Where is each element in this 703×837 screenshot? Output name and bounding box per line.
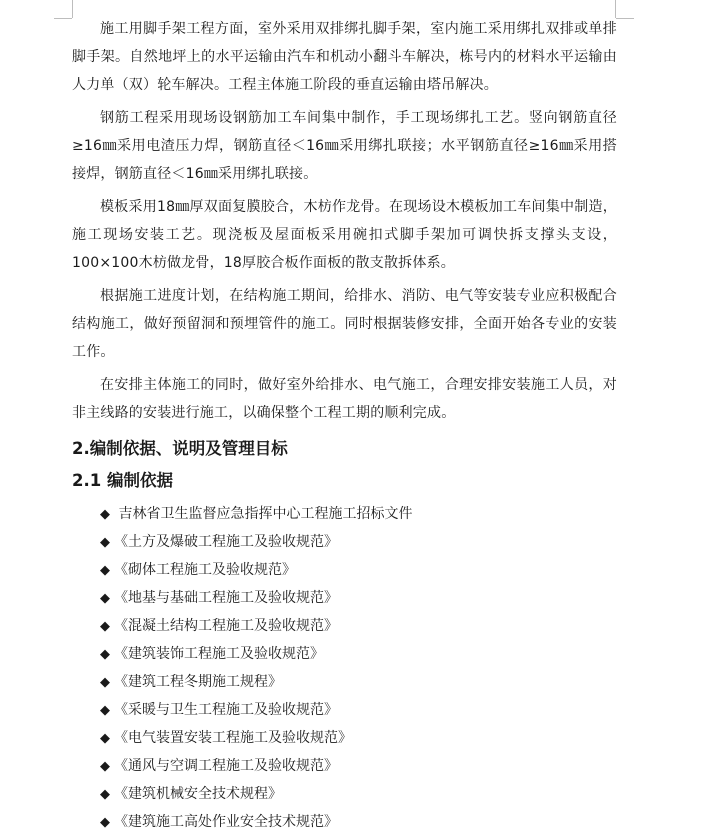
- subsection-heading: 2.1 编制依据: [72, 471, 173, 490]
- list-item: [100, 584, 617, 612]
- list-item-text: 《建筑机械安全技术规程》: [114, 786, 282, 802]
- crop-mark-top-right-horizontal: [616, 18, 634, 19]
- list-item-text: 《建筑装饰工程施工及验收规范》: [114, 646, 324, 662]
- list-item-text: 《混凝土结构工程施工及验收规范》: [114, 618, 338, 634]
- list-item: [100, 668, 617, 696]
- list-item-text: 《采暖与卫生工程施工及验收规范》: [114, 702, 338, 718]
- list-item-text: 《建筑施工高处作业安全技术规范》: [114, 814, 338, 830]
- list-item: [100, 500, 617, 528]
- diamond-bullet-icon: ◆: [100, 591, 110, 606]
- list-item-text: 《砌体工程施工及验收规范》: [114, 562, 296, 578]
- diamond-bullet-icon: ◆: [100, 507, 110, 522]
- diamond-bullet-icon: ◆: [100, 815, 110, 830]
- list-item: [100, 612, 617, 640]
- list-item: [100, 780, 617, 808]
- section-heading: 2.编制依据、说明及管理目标: [72, 439, 288, 458]
- list-item: [100, 528, 617, 556]
- list-item-text: 《建筑工程冬期施工规程》: [114, 674, 282, 690]
- reference-list: [72, 500, 617, 836]
- list-item-text: 《地基与基础工程施工及验收规范》: [114, 590, 338, 606]
- list-item-text: 《通风与空调工程施工及验收规范》: [114, 758, 338, 774]
- diamond-bullet-icon: ◆: [100, 619, 110, 634]
- paragraph-scaffolding: 施工用脚手架工程方面，室外采用双排绑扎脚手架，室内施工采用绑扎双排或单排脚手架。自然地坪上的水平运输由汽车和机动小翻斗车解决，栋号内的材料水平运输由人力单（双）轮车解决。工程主体施工阶段的垂直运输由塔吊解决。: [72, 21, 617, 93]
- diamond-bullet-icon: ◆: [100, 759, 110, 774]
- paragraph-schedule: 在安排主体施工的同时，做好室外给排水、电气施工，合理安排安装施工人员，对非主线路的安装进行施工，以确保整个工程工期的顺利完成。: [72, 377, 617, 421]
- paragraph-rebar: 钢筋工程采用现场设钢筋加工车间集中制作，手工现场绑扎工艺。竖向钢筋直径≥16㎜采用电渣压力焊，钢筋直径＜16㎜采用绑扎联接；水平钢筋直径≥16㎜采用搭接焊，钢筋直径＜16㎜采用绑扎联接。: [72, 110, 617, 182]
- crop-mark-top-left-horizontal: [54, 18, 72, 19]
- list-item: [100, 808, 617, 836]
- paragraph-installation: 根据施工进度计划，在结构施工期间，给排水、消防、电气等安装专业应积极配合结构施工，做好预留洞和预埋管件的施工。同时根据装修安排，全面开始各专业的安装工作。: [72, 288, 617, 360]
- list-item: [100, 640, 617, 668]
- diamond-bullet-icon: ◆: [100, 647, 110, 662]
- diamond-bullet-icon: ◆: [100, 703, 110, 718]
- paragraph-formwork: 模板采用18㎜厚双面复膜胶合，木枋作龙骨。在现场设木模板加工车间集中制造，施工现场安装工艺。现浇板及屋面板采用碗扣式脚手架加可调快拆支撑头支设，100×100木枋做龙骨，18厚胶合板作面板的散支散拆体系。: [72, 199, 617, 271]
- diamond-bullet-icon: ◆: [100, 535, 110, 550]
- list-item-text: 《电气装置安装工程施工及验收规范》: [114, 730, 352, 746]
- list-item: [100, 696, 617, 724]
- diamond-bullet-icon: ◆: [100, 563, 110, 578]
- list-item: [100, 724, 617, 752]
- diamond-bullet-icon: ◆: [100, 675, 110, 690]
- document-body: [72, 15, 617, 836]
- list-item: [100, 752, 617, 780]
- list-item-text: 《土方及爆破工程施工及验收规范》: [114, 534, 338, 550]
- diamond-bullet-icon: ◆: [100, 731, 110, 746]
- diamond-bullet-icon: ◆: [100, 787, 110, 802]
- list-item: [100, 556, 617, 584]
- list-item-text: 吉林省卫生监督应急指挥中心工程施工招标文件: [114, 506, 413, 522]
